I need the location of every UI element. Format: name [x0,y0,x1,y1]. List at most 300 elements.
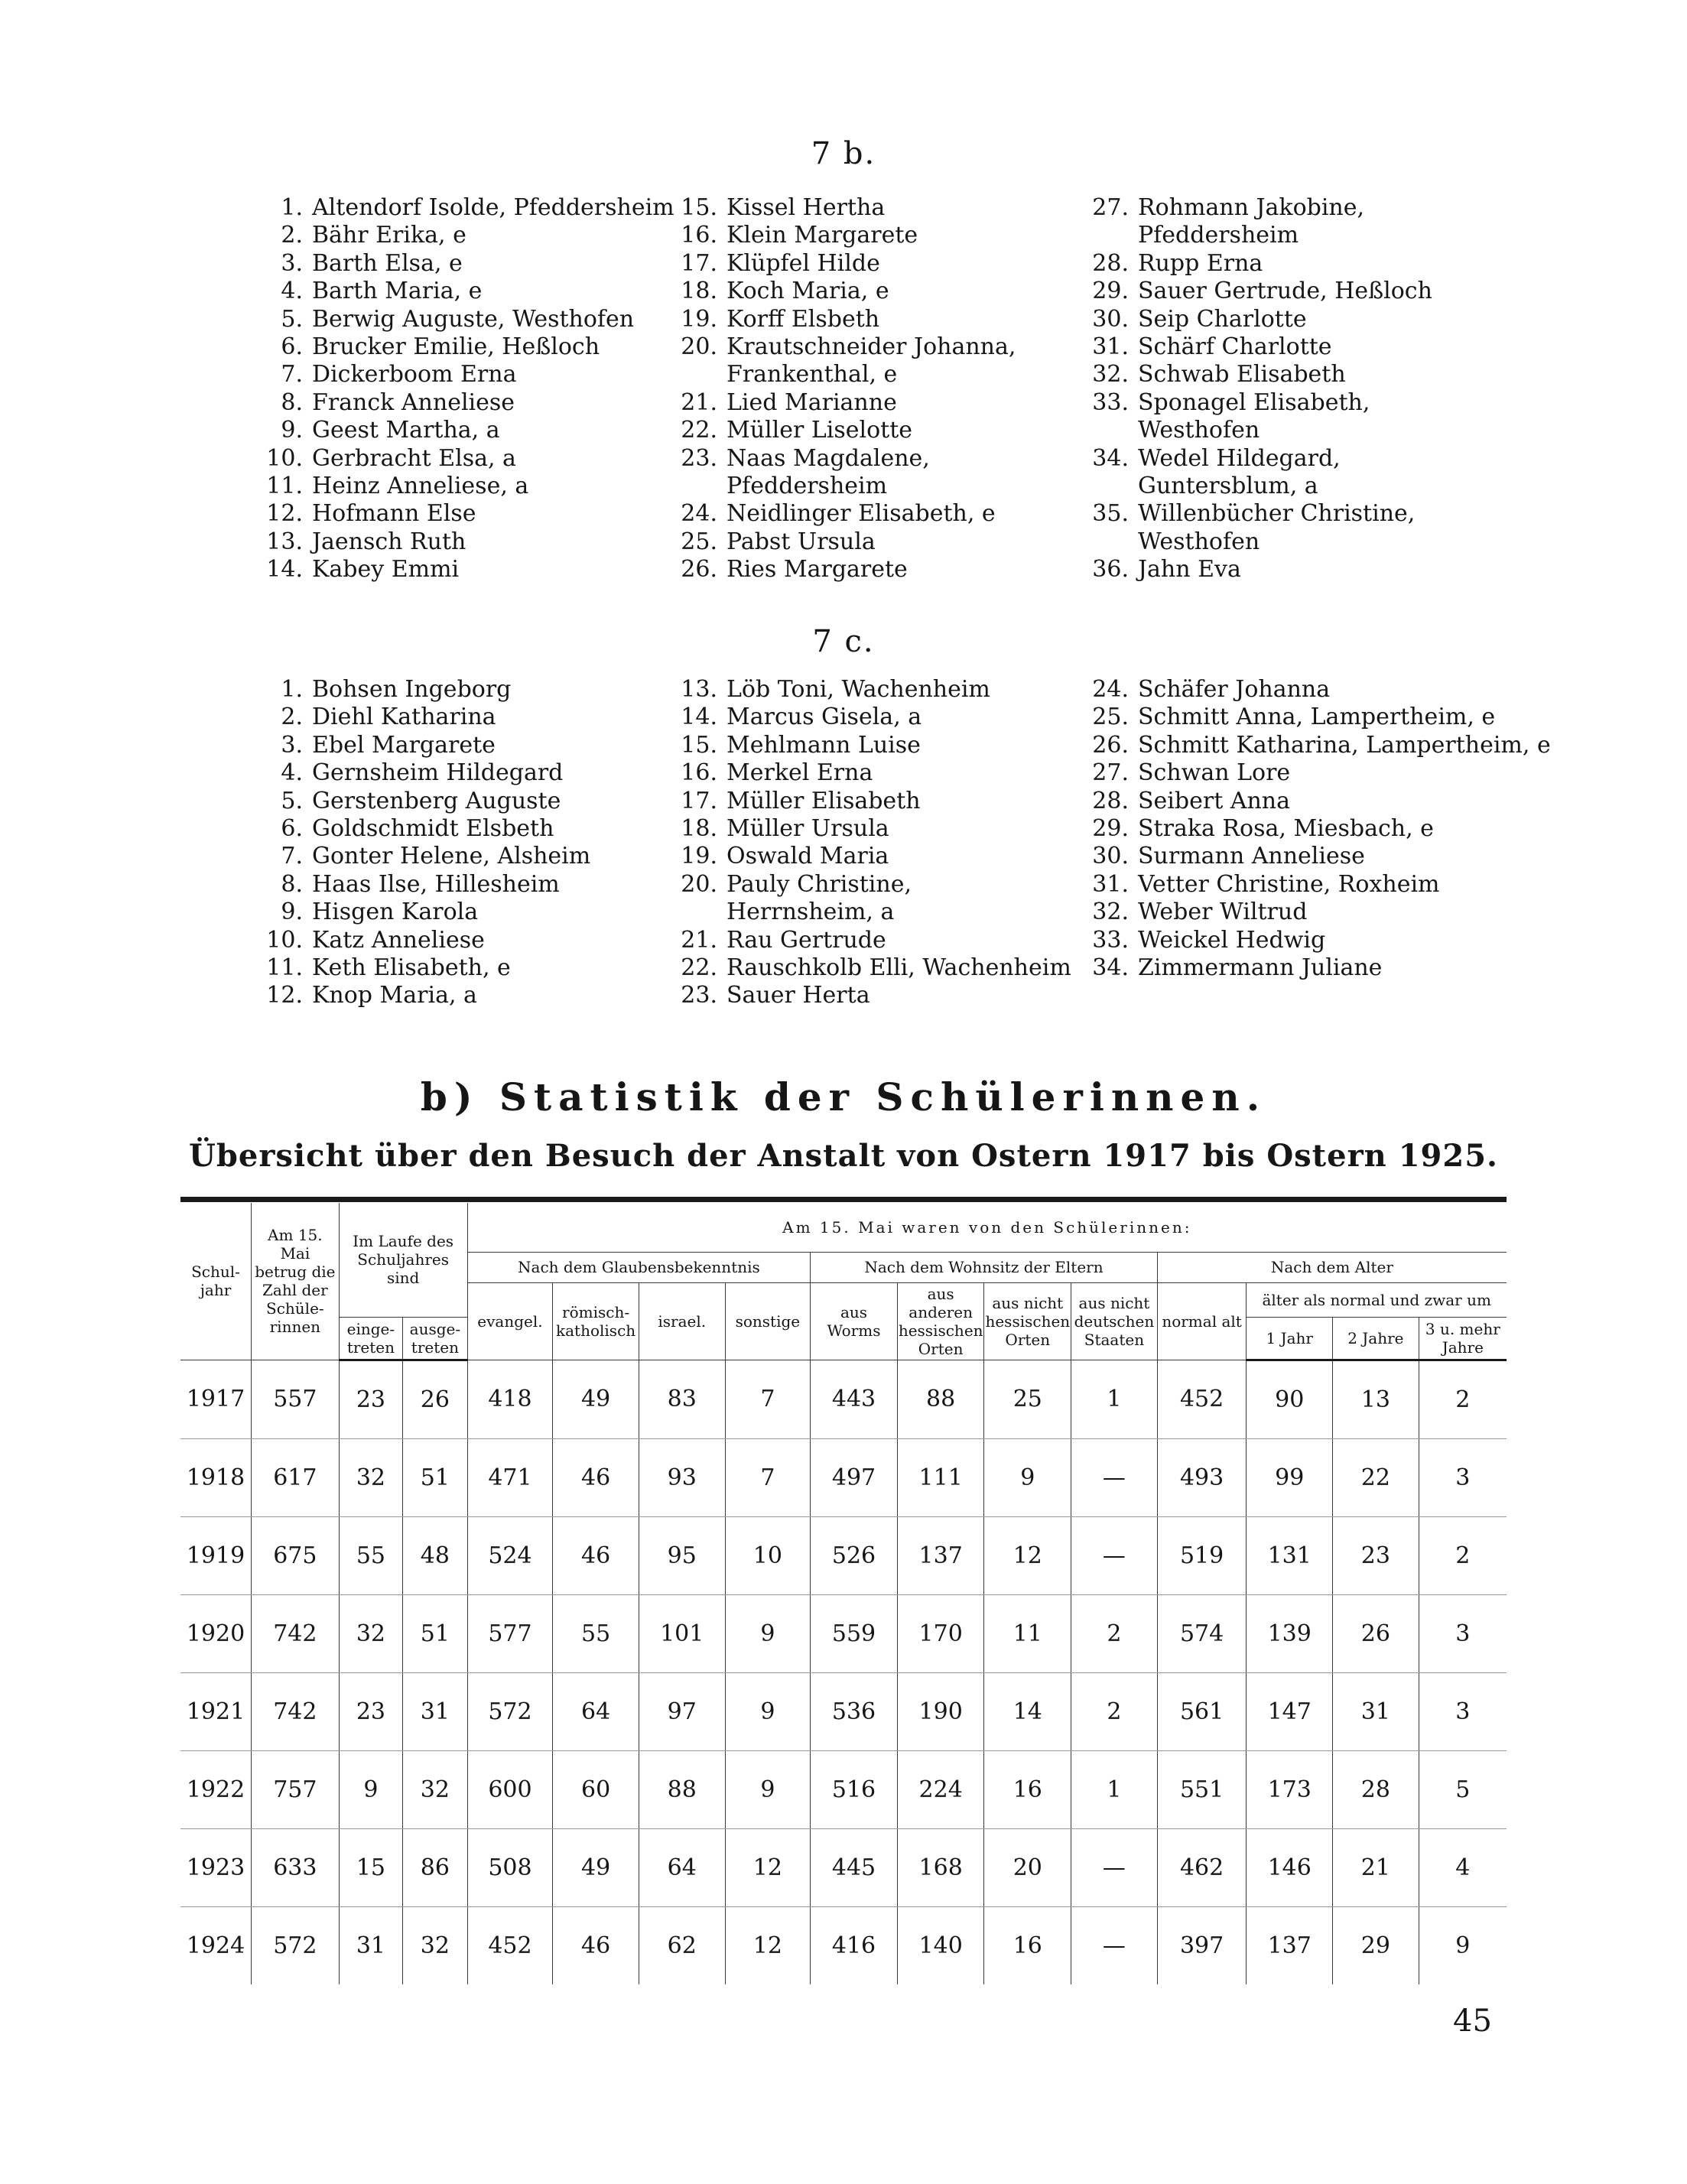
table-cell: 10 [725,1516,811,1594]
list-item-number: 26. [681,556,717,583]
row-year: 1924 [186,1932,245,1959]
list-item-name: Willenbücher Christine, [1138,500,1416,528]
list-item-name: Diehl Katharina [312,704,496,731]
list-item-name: Gerbracht Elsa, a [312,444,516,472]
table-cell: 99 [1247,1438,1333,1516]
table-cell: 16 [984,1906,1071,1984]
table-cell: 9 [984,1438,1071,1516]
list-item-number: 17. [681,249,717,277]
list-item-number: 1. [281,194,303,221]
list-item [681,417,1016,444]
header-aus-nicht-hessischen: aus nicht hessischen Orten [984,1282,1071,1360]
list-item-number: 5. [281,305,303,333]
list-item [681,556,1016,583]
list-item [1092,899,1551,926]
table-cell: 3 [1419,1672,1507,1750]
table-cell: 418 [467,1360,553,1438]
class-7c-column-1 [260,676,590,1010]
header-1-jahr: 1 Jahr [1247,1317,1333,1360]
header-ausgetreten: ausge-treten [403,1317,467,1360]
table-cell: 397 [1157,1906,1247,1984]
list-item-number: 22. [681,954,717,982]
list-item-number: 22. [681,417,717,444]
table-cell: 111 [897,1438,984,1516]
table-cell: 31 [1333,1672,1419,1750]
table-row [180,1438,1507,1516]
table-cell: 572 [252,1906,340,1984]
list-item-name: Hofmann Else [312,500,476,528]
list-item-name: Ebel Margarete [312,731,496,759]
list-item [1092,361,1432,388]
list-item-name: Rau Gertrude [726,926,886,954]
table-cell: 32 [403,1906,467,1984]
list-item-number: 9. [281,899,303,926]
list-item-number: 5. [281,787,303,814]
table-cell: 471 [467,1438,553,1516]
list-item-name: Müller Ursula [726,815,889,843]
table-cell: 3 [1419,1594,1507,1672]
list-item [260,704,590,731]
table-cell: 9 [725,1672,811,1750]
list-item [260,250,674,278]
list-item-number: 3. [281,731,303,759]
table-cell: 574 [1157,1594,1247,1672]
table-cell: 51 [403,1438,467,1516]
table-cell: 1 [1071,1360,1158,1438]
list-item-name: Schwab Elisabeth [1138,361,1346,388]
table-row [180,1750,1507,1828]
table-cell: 557 [252,1360,340,1438]
list-item-number: 17. [681,787,717,814]
table-cell: 55 [553,1594,639,1672]
list-item-continuation: Pfeddersheim [726,473,888,500]
list-item-number: 25. [1092,704,1129,731]
list-item-name: Barth Elsa, e [312,249,463,277]
list-item-name: Goldschmidt Elsbeth [312,815,554,843]
list-item-number: 2. [281,222,303,249]
list-item-number: 18. [681,815,717,843]
header-evangel: evangel. [467,1282,553,1360]
list-item-continuation: Westhofen [1138,528,1260,555]
list-item-number: 27. [1092,759,1129,787]
table-cell: 516 [811,1750,898,1828]
list-item [681,194,1016,222]
table-cell: 9 [725,1594,811,1672]
table-cell: 95 [639,1516,725,1594]
table-cell: 139 [1247,1594,1333,1672]
header-group: Am 15. Mai waren von den Schülerinnen: [467,1203,1507,1252]
table-cell: 12 [725,1906,811,1984]
list-item-number: 7. [281,361,303,388]
list-item [1092,556,1432,583]
table-cell: 22 [1333,1438,1419,1516]
list-item [1092,306,1432,333]
header-3-jahre: 3 u. mehr Jahre [1419,1317,1507,1360]
list-item [260,361,674,388]
table-cell: 49 [553,1360,639,1438]
class-7c-column-2 [681,676,1071,1010]
list-item-continuation: Frankenthal, e [726,361,898,388]
table-cell: 26 [403,1360,467,1438]
list-item-name: Kabey Emmi [312,556,460,583]
list-item-name: Klüpfel Hilde [726,249,880,277]
list-item [681,704,1071,731]
list-item-number: 23. [681,444,717,472]
list-item-name: Korff Elsbeth [726,305,880,333]
table-cell: 452 [467,1906,553,1984]
table-cell: 23 [339,1672,402,1750]
table-cell: 48 [403,1516,467,1594]
list-item-continuation: Pfeddersheim [1138,222,1299,249]
list-item [1092,278,1432,305]
list-item-name: Schäfer Johanna [1138,676,1331,703]
list-item [260,306,674,333]
table-cell: 23 [1333,1516,1419,1594]
table-cell: 64 [639,1828,725,1906]
list-item [260,982,590,1009]
list-item [260,788,590,815]
list-item [681,222,1016,249]
list-item-number: 26. [1092,731,1129,759]
table-cell: 137 [897,1516,984,1594]
table-row [180,1516,1507,1594]
table-cell: 452 [1157,1360,1247,1438]
list-item-number: 21. [681,926,717,954]
list-item [260,333,674,361]
table-cell: 2 [1419,1360,1507,1438]
list-item-name: Ries Margarete [726,556,908,583]
list-item-number: 18. [681,278,717,305]
table-cell: 524 [467,1516,553,1594]
list-item-name: Seip Charlotte [1138,305,1307,333]
list-item-name: Altendorf Isolde, Pfeddersheim [312,194,674,221]
list-item-name: Neidlinger Elisabeth, e [726,500,996,528]
list-item [681,732,1071,759]
list-item-number: 1. [281,676,303,703]
list-item [260,473,674,500]
list-item-continuation: Herrnsheim, a [726,899,895,926]
table-cell: 90 [1247,1360,1333,1438]
list-item [681,676,1071,704]
table-cell: 190 [897,1672,984,1750]
list-item [1092,194,1432,250]
list-item-number: 19. [681,843,717,870]
table-cell: 2 [1071,1594,1158,1672]
list-item [681,306,1016,333]
list-item-number: 31. [1092,870,1129,898]
list-item [681,843,1071,870]
table-cell: 170 [897,1594,984,1672]
list-item-name: Surmann Anneliese [1138,843,1365,870]
list-item-name: Berwig Auguste, Westhofen [312,305,635,333]
table-cell: 497 [811,1438,898,1516]
table-cell: 55 [339,1516,402,1594]
table-cell: 675 [252,1516,340,1594]
header-schuljahr: Schul-jahr [180,1203,252,1360]
table-cell: 757 [252,1750,340,1828]
list-item [681,333,1016,389]
table-cell: 31 [339,1906,402,1984]
list-item-name: Haas Ilse, Hillesheim [312,870,560,898]
table-row [180,1906,1507,1984]
table-cell: 86 [403,1828,467,1906]
table-cell: 742 [252,1672,340,1750]
list-item [1092,704,1551,731]
class-7b-column-3 [1092,194,1432,584]
table-cell: 32 [339,1438,402,1516]
table-cell: 14 [984,1672,1071,1750]
list-item [681,982,1071,1009]
table-cell: 25 [984,1360,1071,1438]
list-item-number: 24. [681,500,717,528]
table-cell: 32 [339,1594,402,1672]
table-cell: 12 [725,1828,811,1906]
list-item-name: Sauer Gertrude, Heßloch [1138,278,1432,305]
list-item-number: 12. [266,500,303,528]
class-7b-column-2 [681,194,1016,584]
table-cell: 11 [984,1594,1071,1672]
list-item-name: Naas Magdalene, [726,444,930,472]
list-item-name: Knop Maria, a [312,982,477,1009]
table-cell: 9 [1419,1906,1507,1984]
list-item-name: Katz Anneliese [312,926,485,954]
list-item-number: 4. [281,759,303,787]
table-cell: 173 [1247,1750,1333,1828]
list-item [260,528,674,556]
list-item [260,389,674,417]
list-item [1092,788,1551,815]
list-item-name: Löb Toni, Wachenheim [726,676,990,703]
list-item [260,278,674,305]
list-item-name: Schmitt Anna, Lampertheim, e [1138,704,1496,731]
table-cell: 168 [897,1828,984,1906]
table-cell: 140 [897,1906,984,1984]
list-item [1092,815,1551,843]
list-item-number: 11. [266,954,303,982]
list-item-number: 23. [681,982,717,1009]
table-cell: — [1071,1828,1158,1906]
table-cell: 3 [1419,1438,1507,1516]
table-cell: 101 [639,1594,725,1672]
table-cell: 508 [467,1828,553,1906]
table-cell: 9 [725,1750,811,1828]
list-item-name: Wedel Hildegard, [1138,444,1341,472]
table-cell: 445 [811,1828,898,1906]
list-item-number: 33. [1092,388,1129,416]
list-item-continuation: Westhofen [1138,417,1260,444]
list-item [260,676,590,704]
list-item-number: 21. [681,388,717,416]
header-alter: Nach dem Alter [1157,1252,1507,1282]
list-item [260,815,590,843]
list-item [1092,389,1432,445]
table-cell: 493 [1157,1438,1247,1516]
header-am-15-mai: Am 15. Mai betrug die Zahl der Schüle-rinnen [252,1203,340,1360]
list-item-number: 36. [1092,556,1129,583]
list-item [260,500,674,528]
table-row [180,1672,1507,1750]
list-item-number: 29. [1092,815,1129,843]
list-item-name: Oswald Maria [726,843,889,870]
list-item-number: 33. [1092,926,1129,954]
table-cell: 147 [1247,1672,1333,1750]
list-item-name: Gonter Helene, Alsheim [312,843,591,870]
list-item-number: 30. [1092,305,1129,333]
list-item-number: 16. [681,759,717,787]
list-item-number: 9. [281,417,303,444]
table-cell: 4 [1419,1828,1507,1906]
table-cell: 13 [1333,1360,1419,1438]
table-cell: 88 [639,1750,725,1828]
list-item-number: 25. [681,528,717,555]
table-cell: 46 [553,1906,639,1984]
list-item-name: Jaensch Ruth [312,528,466,555]
table-cell: 1 [1071,1750,1158,1828]
row-year: 1922 [180,1750,252,1828]
table-row [180,1360,1507,1438]
list-item [681,927,1071,954]
list-item-name: Rupp Erna [1138,249,1263,277]
list-item-number: 32. [1092,361,1129,388]
list-item-name: Schwan Lore [1138,759,1291,787]
list-item [1092,445,1432,501]
table-cell: 617 [252,1438,340,1516]
list-item [1092,871,1551,899]
list-item [260,759,590,787]
list-item-number: 28. [1092,787,1129,814]
list-item-number: 11. [266,473,303,500]
header-aus-nicht-deutschen: aus nicht deutschen Staaten [1071,1282,1158,1360]
list-item-number: 3. [281,249,303,277]
header-sonstige: sonstige [725,1282,811,1360]
table-cell: — [1071,1906,1158,1984]
table-cell: 12 [984,1516,1071,1594]
class-7c-column-3 [1092,676,1551,982]
table-cell: 46 [553,1438,639,1516]
list-item-number: 7. [281,843,303,870]
list-item [681,871,1071,927]
list-item-name: Barth Maria, e [312,278,483,305]
list-item-number: 31. [1092,333,1129,361]
list-item [681,445,1016,501]
table-row [180,1828,1507,1906]
list-item [1092,954,1551,982]
list-item-number: 32. [1092,899,1129,926]
list-item-name: Klein Margarete [726,222,918,249]
list-item [260,445,674,473]
list-item-number: 34. [1092,444,1129,472]
table-cell: 46 [553,1516,639,1594]
header-2-jahre: 2 Jahre [1333,1317,1419,1360]
list-item [260,732,590,759]
list-item [681,278,1016,305]
list-item-number: 8. [281,388,303,416]
table-cell: 62 [639,1906,725,1984]
statistics-subheading: Übersicht über den Besuch der Anstalt von Ostern 1917 bis Ostern 1925. [189,1138,1498,1174]
list-item-name: Müller Elisabeth [726,787,921,814]
header-im-laufe: Im Laufe des Schuljahres sind [339,1203,467,1317]
list-item [1092,843,1551,870]
table-cell: 577 [467,1594,553,1672]
list-item-name: Bähr Erika, e [312,222,466,249]
list-item [1092,333,1432,361]
list-item-number: 4. [281,278,303,305]
table-cell: 559 [811,1594,898,1672]
list-item [260,843,590,870]
list-item-number: 8. [281,870,303,898]
table-row [180,1594,1507,1672]
list-item-number: 24. [1092,676,1129,703]
list-item [681,528,1016,556]
list-item-number: 20. [681,870,717,898]
list-item-number: 10. [266,444,303,472]
statistics-heading: b) Statistik der Schülerinnen. [420,1074,1267,1120]
list-item-name: Weickel Hedwig [1138,926,1326,954]
list-item-number: 27. [1092,194,1129,221]
table-cell: 7 [725,1360,811,1438]
list-item-number: 13. [681,676,717,703]
list-item [1092,759,1551,787]
list-item-name: Gerstenberg Auguste [312,787,561,814]
table-cell: 5 [1419,1750,1507,1828]
list-item-number: 34. [1092,954,1129,982]
table-cell: 29 [1333,1906,1419,1984]
list-item-name: Dickerboom Erna [312,361,517,388]
header-wohnsitz: Nach dem Wohnsitz der Eltern [811,1252,1158,1282]
list-item-name: Straka Rosa, Miesbach, e [1138,815,1434,843]
table-cell: 224 [897,1750,984,1828]
list-item-name: Sponagel Elisabeth, [1138,388,1370,416]
class-7b-title: 7 b. [811,136,876,171]
list-item-name: Brucker Emilie, Heßloch [312,333,600,361]
table-cell: 49 [553,1828,639,1906]
table-cell: 32 [403,1750,467,1828]
list-item-name: Vetter Christine, Roxheim [1138,870,1440,898]
page-number: 45 [1453,2004,1492,2039]
list-item-name: Rohmann Jakobine, [1138,194,1365,221]
header-eingetreten: einge-treten [339,1317,402,1360]
list-item-name: Kissel Hertha [726,194,886,221]
list-item-name: Gernsheim Hildegard [312,759,564,787]
table-top-rule [180,1197,1507,1202]
row-year: 1917 [180,1360,252,1438]
list-item [260,194,674,222]
table-cell: 572 [467,1672,553,1750]
table-cell: 20 [984,1828,1071,1906]
table-cell: 561 [1157,1672,1247,1750]
table-cell: 16 [984,1750,1071,1828]
table-cell: 21 [1333,1828,1419,1906]
header-israel: israel. [639,1282,725,1360]
list-item [681,759,1071,787]
list-item-number: 14. [266,556,303,583]
list-item-number: 2. [281,704,303,731]
list-item [681,250,1016,278]
table-cell: 551 [1157,1750,1247,1828]
list-item [681,815,1071,843]
list-item [1092,500,1432,556]
header-aus-anderen-hessischen: aus anderen hessischen Orten [897,1282,984,1360]
table-cell: 88 [897,1360,984,1438]
table-cell: 131 [1247,1516,1333,1594]
list-item-number: 12. [266,982,303,1009]
list-item-name: Hisgen Karola [312,899,479,926]
list-item-number: 6. [281,333,303,361]
table-cell: 526 [811,1516,898,1594]
list-item-number: 28. [1092,249,1129,277]
list-item [1092,732,1551,759]
list-item-number: 29. [1092,278,1129,305]
